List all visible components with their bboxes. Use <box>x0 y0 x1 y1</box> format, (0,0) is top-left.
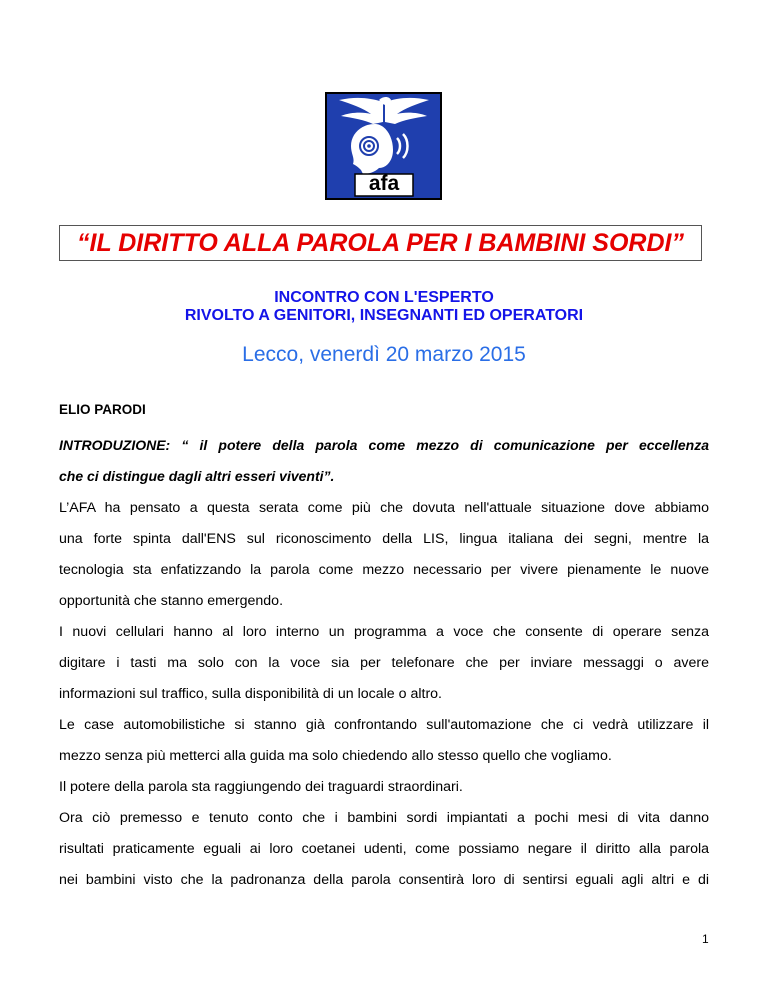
paragraph-2 <box>59 617 709 710</box>
afa-logo <box>325 92 442 200</box>
paragraph-line: I nuovi cellulari hanno al loro interno un programma a voce che consente di operare senza <box>59 624 709 640</box>
paragraph-line: Ora ciò premesso e tenuto conto che i bambini sordi impiantati a pochi mesi di vita danno <box>59 810 709 826</box>
intro-line-2: che ci distingue dagli altri esseri viventi”. <box>59 468 335 484</box>
paragraph-5 <box>59 803 709 896</box>
author-name: ELIO PARODI <box>59 402 146 417</box>
paragraph-line: informazioni sul traffico, sulla disponibilità di un locale o altro. <box>59 686 442 702</box>
paragraph-line: nei bambini visto che la padronanza della parola consentirà loro di sentirsi eguali agli altri e di <box>59 872 709 888</box>
paragraph-3 <box>59 710 709 772</box>
subtitle-line-2: RIVOLTO A GENITORI, INSEGNANTI ED OPERATORI <box>184 307 584 324</box>
event-date: Lecco, venerdì 20 marzo 2015 <box>242 343 526 366</box>
intro-line-1: INTRODUZIONE: “ il potere della parola come mezzo di comunicazione per eccellenza <box>59 437 709 453</box>
paragraph-line: mezzo senza più metterci alla guida ma solo chiedendo allo stesso quello che vogliamo. <box>59 748 612 764</box>
subtitle-line-1: INCONTRO CON L'ESPERTO <box>274 289 494 306</box>
paragraph-line: opportunità che stanno emergendo. <box>59 593 284 609</box>
paragraph-line: tecnologia sta enfatizzando la parola come mezzo necessario per vivere pienamente le nuove <box>59 562 709 578</box>
paragraph-line: una forte spinta dall'ENS sul riconoscimento della LIS, lingua italiana dei segni, mentre la <box>59 531 709 547</box>
introduction <box>59 430 709 492</box>
document-title: “IL DIRITTO ALLA PAROLA PER I BAMBINI SORDI” <box>77 228 684 257</box>
paragraph-1 <box>59 493 709 617</box>
paragraph-line: L’AFA ha pensato a questa serata come più che dovuta nell'attuale situazione dove abbiamo <box>59 500 709 516</box>
title-box <box>59 225 702 261</box>
paragraph-line: risultati praticamente eguali ai loro coetanei udenti, come possiamo negare il diritto alla parola <box>59 841 709 857</box>
paragraph-line: digitare i tasti ma solo con la voce sia per telefonare che per inviare messaggi o avere <box>59 655 709 671</box>
logo-text: afa <box>368 172 400 195</box>
paragraph-line: Le case automobilistiche si stanno già confrontando sull'automazione che ci vedrà utilizzare il <box>59 717 709 733</box>
paragraph-line: Il potere della parola sta raggiungendo dei traguardi straordinari. <box>59 779 463 795</box>
paragraph-4 <box>59 772 709 803</box>
page-number: 1 <box>702 932 709 946</box>
